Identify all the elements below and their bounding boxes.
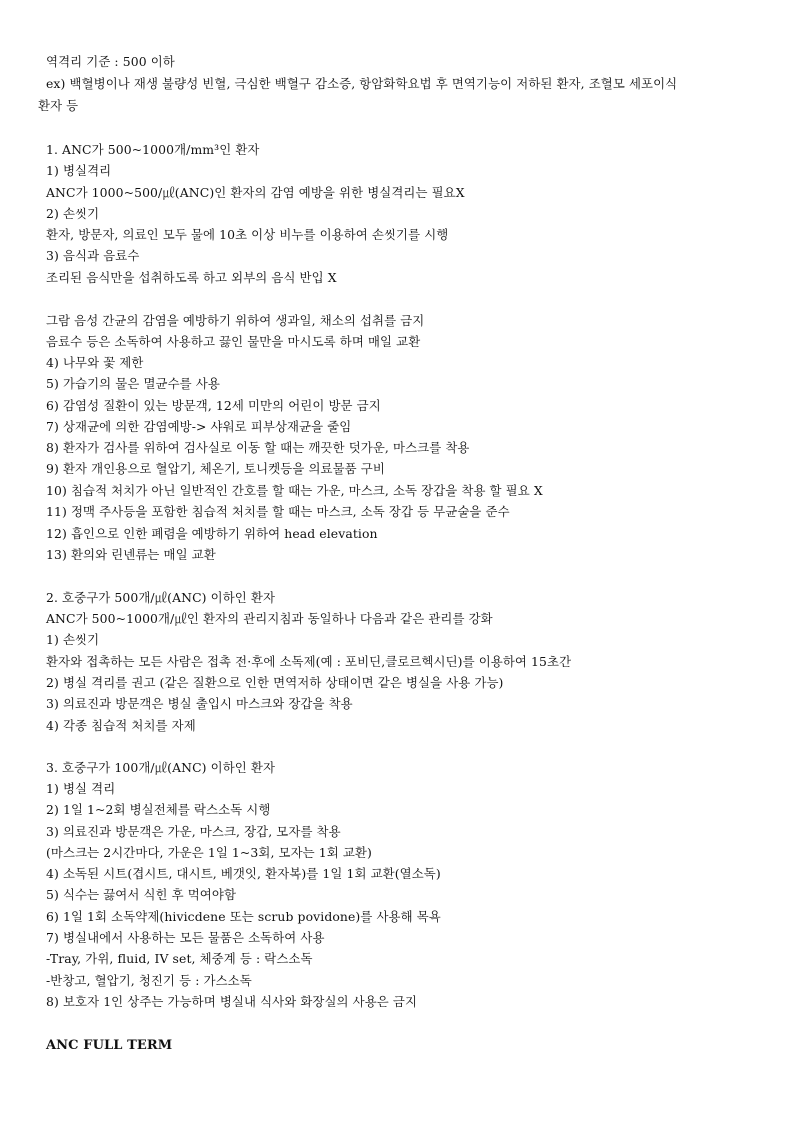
section-1-item: 3) 음식과 음료수: [46, 248, 140, 263]
section-2-item: 1) 손씻기: [46, 632, 100, 647]
section-1-item: 1) 병실격리: [46, 163, 112, 178]
section-1-item: 환자, 방문자, 의료인 모두 물에 10초 이상 비누를 이용하여 손씻기를 시행: [46, 227, 449, 242]
section-3-item: 4) 소독된 시트(겹시트, 대시트, 베갯잇, 환자복)를 1일 1회 교환(열소독): [46, 866, 441, 881]
section-1-item: 음료수 등은 소독하여 사용하고 끓인 물만을 마시도록 하며 매일 교환: [46, 334, 421, 349]
section-3-item: 1) 병실 격리: [46, 781, 116, 796]
section-3-item: 8) 보호자 1인 상주는 가능하며 병실내 식사와 화장실의 사용은 금지: [46, 994, 418, 1009]
section-1-item: 7) 상재균에 의한 감염예방-> 샤워로 피부상재균을 줄임: [46, 419, 352, 434]
example-line-1: ex) 백혈병이나 재생 불량성 빈혈, 극심한 백혈구 감소증, 항암화학요법 후 면역기능이 저하된 환자, 조혈모 세포이식: [46, 76, 678, 91]
section-3-item: 5) 식수는 끓여서 식힌 후 먹여야함: [46, 887, 237, 902]
section-1-item: 8) 환자가 검사를 위하여 검사실로 이동 할 때는 깨끗한 덧가운, 마스크를 착용: [46, 440, 470, 455]
section-2-item: 3) 의료진과 방문객은 병실 출입시 마스크와 장갑을 착용: [46, 696, 353, 711]
section-1-item: 9) 환자 개인용으로 혈압기, 체온기, 토니켓등을 의료물품 구비: [46, 461, 385, 476]
section-2-item: 4) 각종 침습적 처치를 자제: [46, 718, 196, 733]
section-1-item: 10) 침습적 처치가 아닌 일반적인 간호를 할 때는 가운, 마스크, 소독 장갑을 착용 할 필요 X: [46, 483, 543, 498]
anc-full-term-heading: ANC FULL TERM: [46, 1038, 173, 1053]
isolation-criteria: 역격리 기준 : 500 이하: [46, 54, 175, 69]
section-3-item: 6) 1일 1회 소독약제(hivicdene 또는 scrub povidone)를 사용해 목욕: [46, 909, 441, 924]
section-1-item: 5) 가습기의 물은 멸균수를 사용: [46, 376, 220, 391]
section-1-item: ANC가 1000~500/㎕(ANC)인 환자의 감염 예방을 위한 병실격리는 필요X: [46, 185, 465, 200]
section-1-item: 4) 나무와 꽃 제한: [46, 355, 144, 370]
section-3-item: -반창고, 혈압기, 청진기 등 : 가스소독: [46, 973, 252, 988]
section-1-item: 13) 환의와 린넨류는 매일 교환: [46, 547, 216, 562]
section-2-item: 환자와 접촉하는 모든 사람은 접촉 전·후에 소독제(예 : 포비딘,클로르헥시딘)를 이용하여 15초간: [46, 654, 572, 669]
section-3-item: (마스크는 2시간마다, 가운은 1일 1~3회, 모자는 1회 교환): [46, 845, 372, 860]
section-1-item: 12) 흡인으로 인한 폐렴을 예방하기 위하여 head elevation: [46, 526, 378, 541]
section-2-item: 2) 병실 격리를 권고 (같은 질환으로 인한 면역저하 상태이면 같은 병실을 사용 가능): [46, 675, 504, 690]
section-1-item: 11) 정맥 주사등을 포함한 침습적 처치를 할 때는 마스크, 소독 장갑 등 무균술을 준수: [46, 504, 510, 519]
section-1-heading: 1. ANC가 500~1000개/mm³인 환자: [46, 142, 260, 157]
section-3-item: 3) 의료진과 방문객은 가운, 마스크, 장갑, 모자를 착용: [46, 824, 341, 839]
section-3-item: -Tray, 가위, fluid, IV set, 체중계 등 : 락스소독: [46, 951, 313, 966]
section-3-item: 2) 1일 1~2회 병실전체를 락스소독 시행: [46, 802, 271, 817]
section-1-item: 6) 감염성 질환이 있는 방문객, 12세 미만의 어린이 방문 금지: [46, 398, 381, 413]
section-1-item: 2) 손씻기: [46, 206, 100, 221]
example-line-2: 환자 등: [38, 98, 79, 113]
section-3-heading: 3. 호중구가 100개/㎕(ANC) 이하인 환자: [46, 760, 276, 775]
section-2-heading: 2. 호중구가 500개/㎕(ANC) 이하인 환자: [46, 590, 276, 605]
section-2-item: ANC가 500~1000개/㎕인 환자의 관리지침과 동일하나 다음과 같은 관리를 강화: [46, 611, 493, 626]
section-1-item: 조리된 음식만을 섭취하도록 하고 외부의 음식 반입 X: [46, 270, 337, 285]
section-3-item: 7) 병실내에서 사용하는 모든 물품은 소독하여 사용: [46, 930, 325, 945]
section-1-item: 그람 음성 간균의 감염을 예방하기 위하여 생과일, 채소의 섭취를 금지: [46, 313, 425, 328]
